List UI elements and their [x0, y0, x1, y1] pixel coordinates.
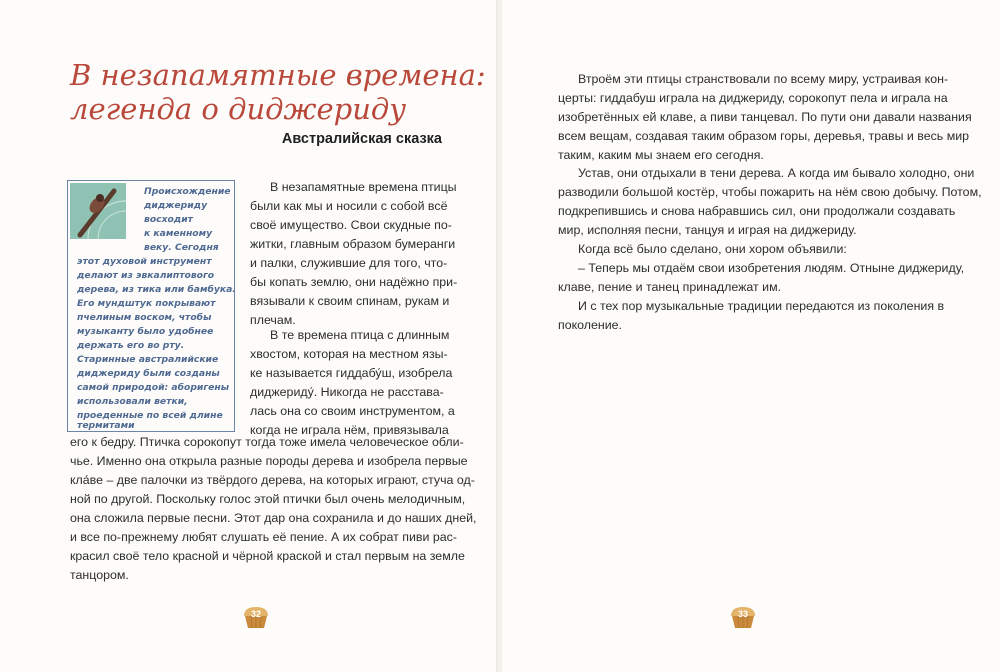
body-line: разводили большой костёр, чтобы пожарить на нём свою добычу. Потом, [558, 185, 982, 199]
body-line: таким, каким мы знаем его сегодня. [558, 148, 764, 162]
column-line: своё имущество. Свои скудные по- [250, 218, 452, 232]
column-line: плечам. [250, 313, 296, 327]
sidebar-line: самой природой: аборигены [77, 382, 230, 393]
body-line: танцором. [70, 568, 129, 582]
sidebar-line: музыканту было удобнее [77, 326, 214, 337]
body-line: Когда всё было сделано, они хором объявили: [578, 242, 847, 256]
column-line: лась она со своим инструментом, а [250, 404, 455, 418]
column-line: хвостом, которая на местном язы- [250, 347, 448, 361]
body-line: клаве, пение и танец принадлежат им. [558, 280, 782, 294]
sidebar-line: пчелиным воском, чтобы [77, 312, 212, 323]
didgeridoo-player-icon [70, 183, 126, 239]
body-line: поколение. [558, 318, 622, 332]
column-line: диджериду́. Никогда не расстава- [250, 385, 444, 399]
body-line: изобретённых ей клаве, а пиви танцевал. По пути они давали названия [558, 110, 972, 124]
body-line: мир, исполняя песни, танцуя и играя на диджериду. [558, 223, 857, 237]
column-line: и палки, служившие для того, что- [250, 256, 448, 270]
column-line: когда не играла нём, привязывала [250, 423, 449, 437]
column-line: были как мы и носили с собой всё [250, 199, 448, 213]
body-line: – Теперь мы отдаём свои изобретения людям. Отныне диджериду, [578, 261, 965, 275]
body-line: чье. Именно она открыла разные породы дерева и изобрела первые [70, 454, 468, 468]
page-number: 32 [250, 609, 261, 619]
sidebar-line: делают из эвкалиптового [77, 270, 215, 281]
body-line: его к бедру. Птичка сорокопут тогда тоже имела человеческое обли- [70, 435, 464, 449]
body-line: всем вещам, создавая таким образом горы, деревья, травы и весь мир [558, 129, 970, 143]
sidebar-line: использовали ветки, [77, 396, 188, 407]
column-line: бы копать землю, они надёжно при- [250, 275, 458, 289]
body-line: церты: гиддабуш играла на диджериду, сорокопут пела и играла на [558, 91, 948, 105]
column-line: житки, главным образом бумеранги [250, 237, 456, 251]
sidebar-line: к каменному [144, 228, 213, 239]
sidebar-line: этот духовой инструмент [77, 256, 212, 267]
didgeridoo-illustration [70, 183, 126, 239]
sidebar-line: держать его во рту. [77, 340, 185, 351]
sidebar-line: восходит [144, 214, 193, 225]
sidebar-line: Старинные австралийские [77, 354, 219, 365]
body-line: И с тех пор музыкальные традиции передаются из поколения в [578, 299, 945, 313]
sidebar-line: проеденные по всей длине [77, 410, 223, 421]
body-line: кла́ве – две палочки из твёрдого дерева, на которых играют, стуча од- [70, 473, 475, 487]
sidebar-line: Его мундштук покрывают [77, 298, 216, 309]
body-line: ной по другой. Поскольку голос этой птички был очень мелодичным, [70, 492, 466, 506]
page-number-badge [728, 604, 758, 630]
sidebar-line: дерева, из тика или бамбука. [77, 284, 236, 295]
body-line: и все по-прежнему любят слушать её пение. А их собрат пиви рас- [70, 530, 457, 544]
body-line: она сложила первые песни. Этот дар она сохранила и до наших дней, [70, 511, 477, 525]
body-line: Устав, они отдыхали в тени дерева. А когда им бывало холодно, они [578, 166, 975, 180]
body-line: красил своё тело красной и чёрной краской и стал первым на земле [70, 549, 465, 563]
sidebar-line: Происхождение [144, 186, 231, 197]
body-line: Втроём эти птицы странствовали по всему миру, устраивая кон- [578, 72, 949, 86]
right-page [502, 0, 1000, 672]
info-sidebar [67, 180, 235, 432]
subtitle: Австралийская сказка [281, 131, 442, 147]
column-line: вязывали к своим спинам, рукам и [250, 294, 450, 308]
column-line: ке называется гиддабу́ш, изобрела [250, 366, 453, 380]
column-line: В те времена птица с длинным [270, 328, 450, 342]
body-line: подкрепившись и снова набравшись сил, они продолжали создавать [558, 204, 956, 218]
title-line-2: легенда о диджериду [70, 92, 407, 126]
left-page [0, 0, 498, 672]
sidebar-line: диджериду были созданы [77, 368, 220, 379]
column-line: В незапамятные времена птицы [270, 180, 457, 194]
sidebar-line: термитами [77, 420, 135, 431]
page-title [70, 58, 490, 126]
page-number-badge [241, 604, 271, 630]
page-number: 33 [737, 609, 748, 619]
sidebar-line: диджериду [144, 200, 208, 211]
sidebar-line: веку. Сегодня [144, 242, 219, 253]
title-line-1: В незапамятные времена: [70, 58, 486, 92]
